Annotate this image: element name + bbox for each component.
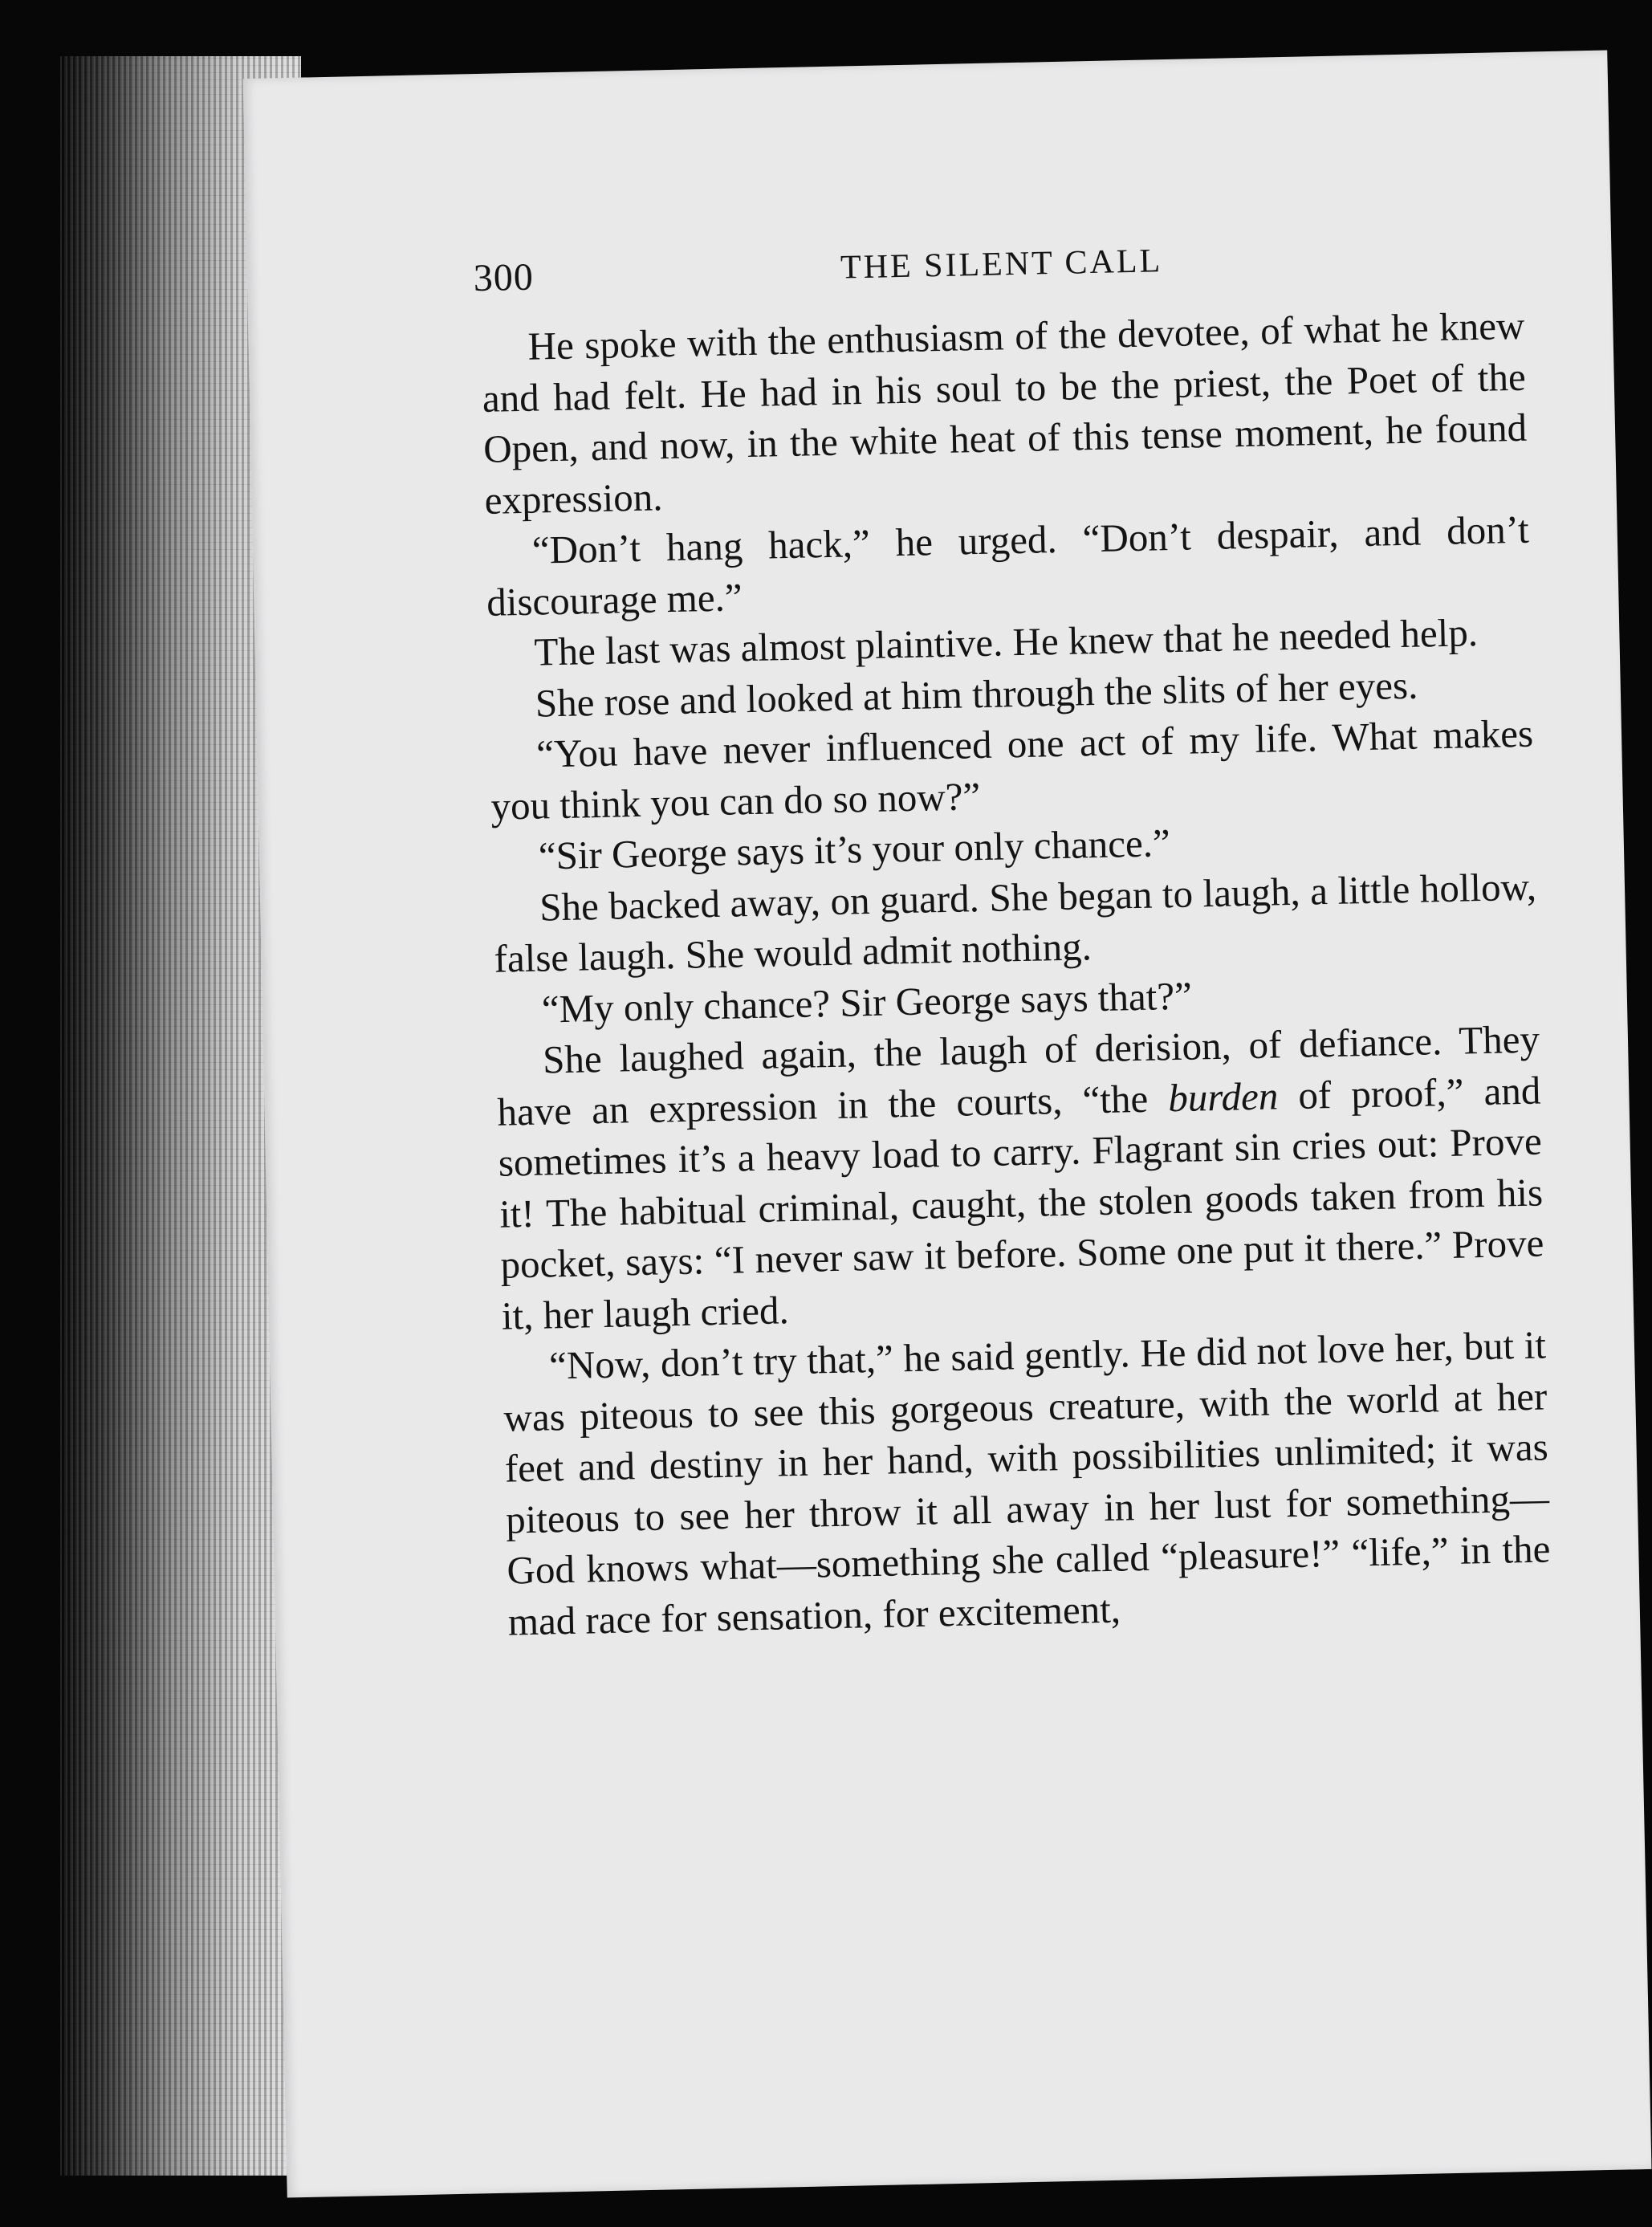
paragraph: “You have never influenced one act of my life. What makes you think you can do so now?” [490, 710, 1534, 829]
paragraph-text: She laughed again, the laugh of derision, of defiance. They have an expression in the courts, “the [496, 1016, 1540, 1134]
page-number: 300 [473, 255, 535, 300]
paragraph: She backed away, on guard. She began to laugh, a little hollow, false laugh. She would admit nothing. [493, 864, 1537, 981]
italic-emphasis: burden [1167, 1073, 1279, 1120]
paragraph: The last was almost plaintive. He knew that he needed help. [534, 610, 1479, 674]
book-page [243, 50, 1652, 2197]
running-title: THE SILENT CALL [840, 242, 1163, 287]
paragraph: She rose and looked at him through the slits of her eyes. [535, 662, 1418, 726]
running-head [473, 225, 1524, 303]
body-text [481, 300, 1552, 1647]
paragraph [496, 1014, 1546, 1341]
paragraph: “Don’t hang hack,” he urged. “Don’t despair, and don’t discourage me.” [486, 507, 1530, 625]
paragraph: “Sir George says it’s your only chance.” [538, 820, 1171, 878]
paragraph: “My only chance? Sir George says that?” [541, 973, 1193, 1032]
paragraph: He spoke with the enthusiasm of the devotee, of what he knew and had felt. He had in his soul to be the priest, the Poet of the Open, and now, in the white heat of this tense moment, he found expression. [482, 303, 1528, 523]
paragraph: “Now, don’t try that,” he said gently. He did not love her, but it was piteous to see this gorgeous creature, with the world at her feet and destiny in her hand, with possibilities unlimited; it was piteous to see her throw it all away in her lust for something—God knows what—something she called “pleasure!” “life,” in the mad race for sensation, for excitement, [503, 1322, 1551, 1644]
page-content [473, 225, 1552, 1647]
paragraph-text: of proof,” and sometimes it’s a heavy load to carry. Flagrant sin cries out: Prove it! The habitual criminal, caught, the stolen goods taken from his pocket, says: “I never saw it before. Some one put it there.” Prove it, her laugh cried. [498, 1068, 1544, 1338]
